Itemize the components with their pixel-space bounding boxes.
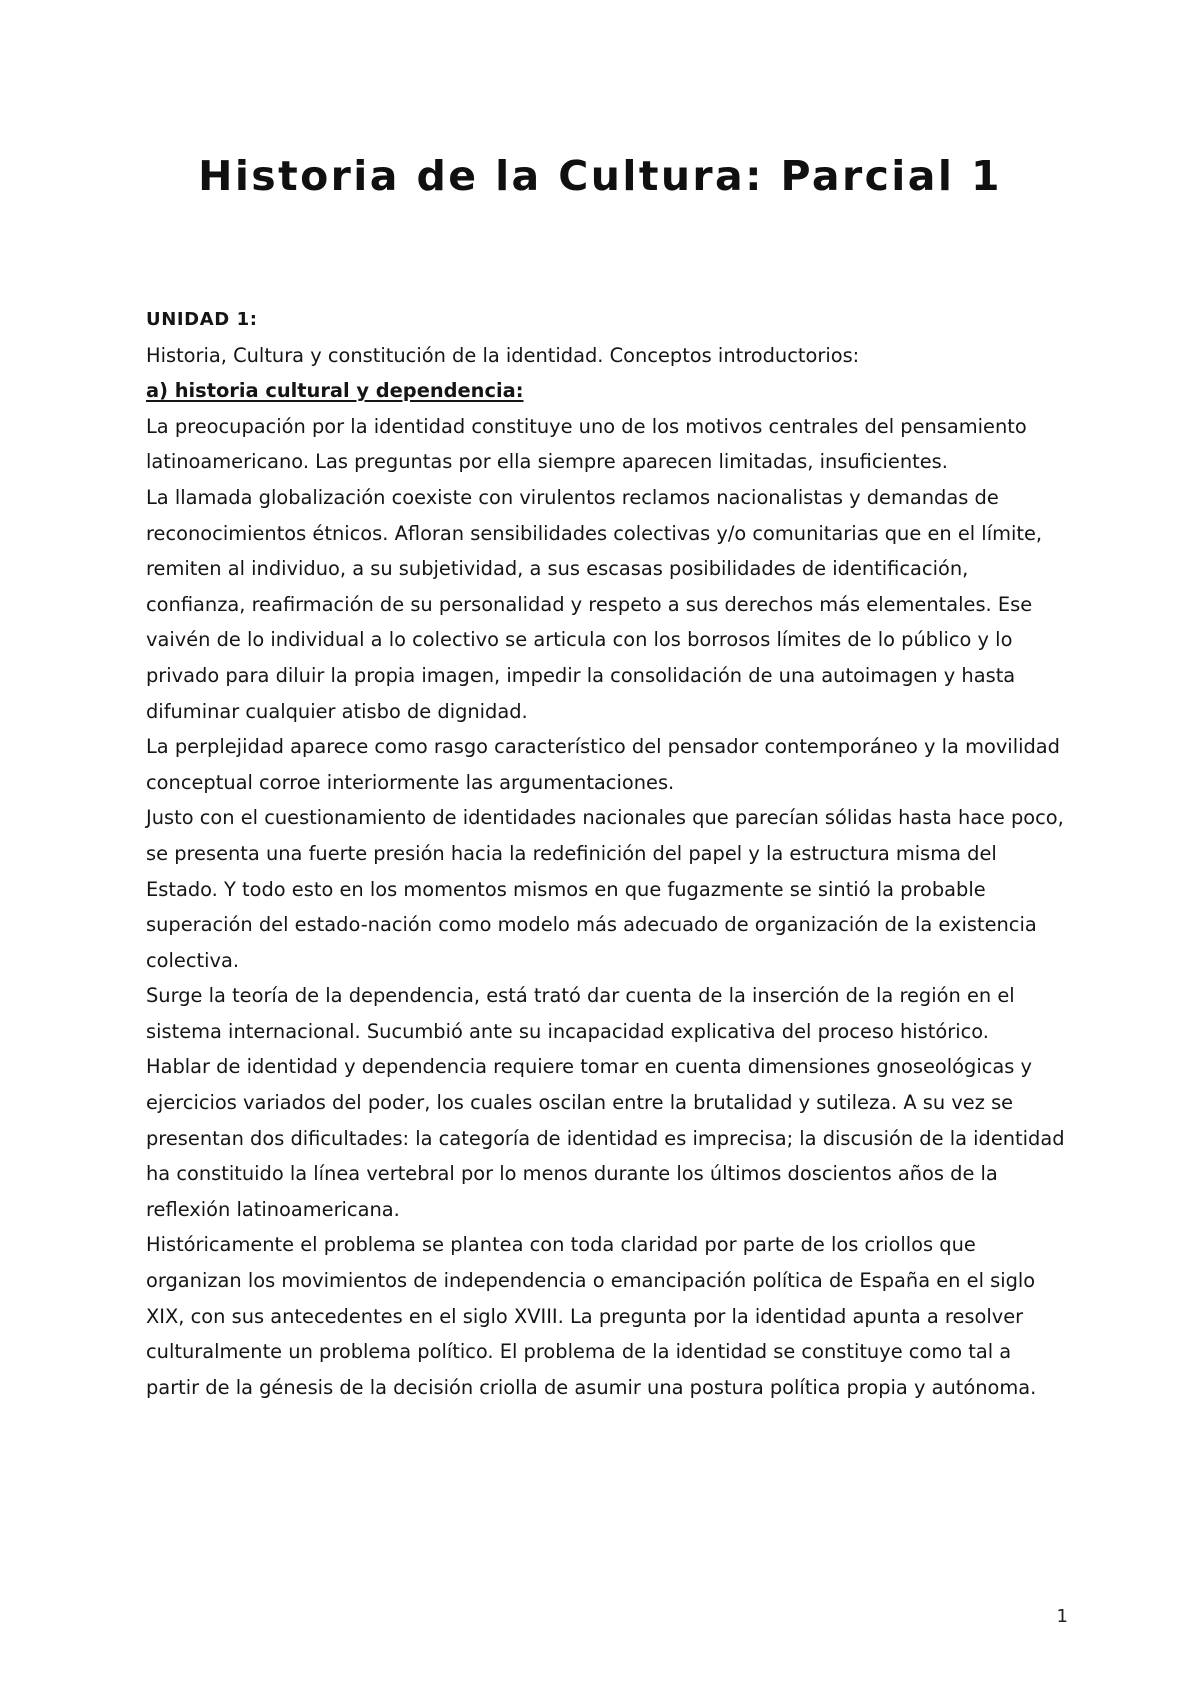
document-title: Historia de la Cultura: Parcial 1 <box>198 152 1002 200</box>
paragraph-3: La perplejidad aparece como rasgo característico del pensador contemporáneo y la movilidad conceptual corroe interiormente las argumentaciones. <box>146 735 1060 794</box>
paragraph-1: La preocupación por la identidad constituye uno de los motivos centrales del pensamiento latinoamericano. Las preguntas por ella siempre aparecen limitadas, insuficientes. <box>146 414 1027 474</box>
unit-subtitle: Historia, Cultura y constitución de la identidad. Conceptos introductorios: <box>146 343 860 367</box>
paragraph-2: La llamada globalización coexiste con virulentos reclamos nacionalistas y demandas de reconocimientos étnicos. Afloran sensibilidades colectivas y/o comunitarias que en el límite, remiten al individuo, a su subjetividad, a sus escasas posibilidades de identificación, confianza, reafirmación de su personalidad y respeto a sus derechos más elementales. Ese vaivén de lo individual a lo colectivo se articula con los borrosos límites de lo público y lo privado para diluir la propia imagen, impedir la consolidación de una autoimagen y hasta difuminar cualquier atisbo de dignidad. <box>146 485 1043 723</box>
page-number: 1 <box>1056 1606 1068 1627</box>
unit-label: UNIDAD 1: <box>146 309 258 330</box>
document-body <box>146 302 1066 1405</box>
section-heading: a) historia cultural y dependencia: <box>146 379 524 403</box>
paragraph-6: Hablar de identidad y dependencia requiere tomar en cuenta dimensiones gnoseológicas y ejercicios variados del poder, los cuales oscilan entre la brutalidad y sutileza. A su vez se presentan dos dificultades: la categoría de identidad es imprecisa; la discusión de la identidad ha constituido la línea vertebral por lo menos durante los últimos doscientos años de la reflexión latinoamericana. <box>146 1055 1065 1221</box>
paragraph-4: Justo con el cuestionamiento de identidades nacionales que parecían sólidas hasta hace poco, se presenta una fuerte presión hacia la redefinición del papel y la estructura misma del Estado. Y todo esto en los momentos mismos en que fugazmente se sintió la probable superación del estado-nación como modelo más adecuado de organización de la existencia colectiva. <box>146 806 1064 972</box>
paragraph-5: Surge la teoría de la dependencia, está trató dar cuenta de la inserción de la región en el sistema internacional. Sucumbió ante su incapacidad explicativa del proceso histórico. <box>146 984 1015 1043</box>
paragraph-7: Históricamente el problema se plantea con toda claridad por parte de los criollos que organizan los movimientos de independencia o emancipación política de España en el siglo XIX, con sus antecedentes en el siglo XVIII. La pregunta por la identidad apunta a resolver culturalmente un problema político. El problema de la identidad se constituye como tal a partir de la génesis de la decisión criolla de asumir una postura política propia y autónoma. <box>146 1233 1037 1399</box>
